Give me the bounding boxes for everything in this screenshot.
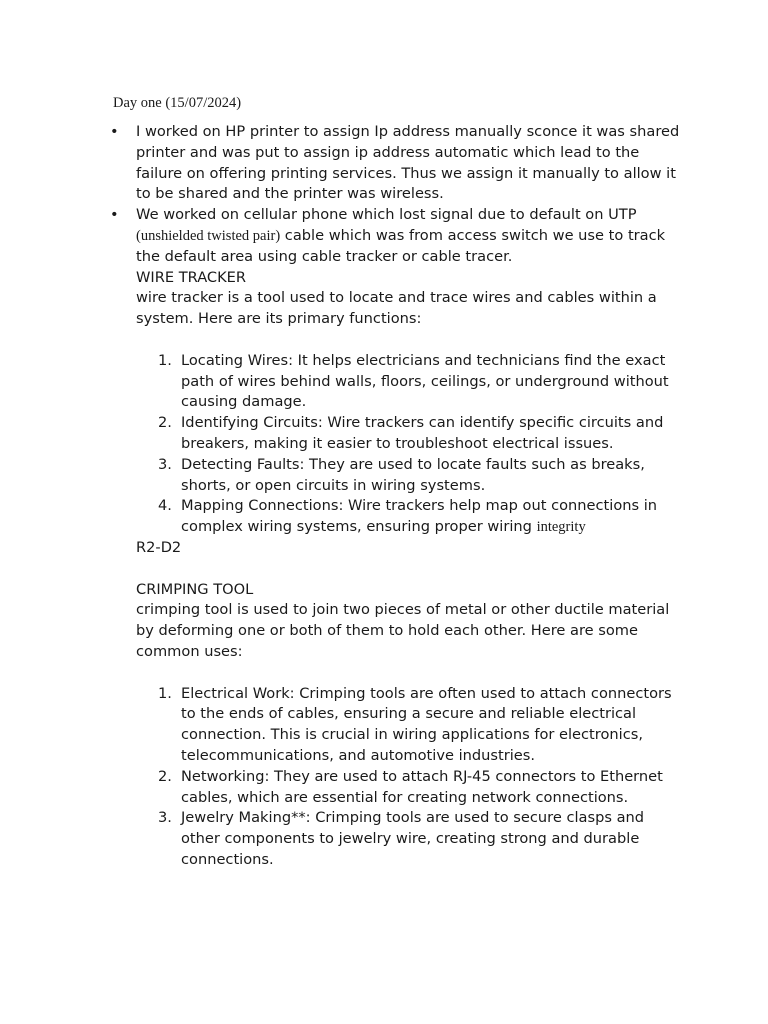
r2d2-text: R2-D2 [136, 538, 182, 556]
crimping-tool-intro: crimping tool is used to join two pieces of metal or other ductile material by deforming one or both of them to hold each other. Here are some common uses: [136, 601, 670, 660]
spacer [136, 330, 681, 351]
crimping-tool-list [136, 684, 681, 871]
list-item [136, 455, 681, 497]
list-number: 2. [158, 414, 172, 432]
bullet-text: cable which was from access switch we use to track the default area using cable tracker or cable tracer. [136, 226, 666, 265]
list-number: 3. [158, 455, 172, 473]
list-item-text: Identifying Circuits: Wire trackers can identify specific circuits and breakers, making it easier to troubleshoot electrical issues. [181, 414, 664, 452]
list-number: 3. [158, 809, 172, 827]
bullet-item-cellular [0, 205, 681, 871]
list-item [136, 684, 681, 767]
list-item [136, 413, 681, 455]
bullet-item-printer [0, 122, 681, 205]
spacer [136, 559, 681, 580]
list-item-text: Electrical Work: Crimping tools are often used to attach connectors to the ends of cables, ensuring a secure and reliable electrical connection. This is crucial in wiring applications for electronics, telecommunications, and automotive industries. [181, 684, 672, 764]
list-item [136, 808, 681, 870]
spacer [136, 663, 681, 684]
list-number: 1. [158, 351, 172, 369]
bullet-text: I worked on HP printer to assign Ip address manually sconce it was shared printer and was put to assign ip address automatic which lead to the failure on offering printing services. Thus we assign it manually to allow it to be shared and the printer was wireless. [136, 123, 680, 203]
wire-tracker-list [136, 351, 681, 538]
list-item-text: Networking: They are used to attach RJ-45 connectors to Ethernet cables, which are essential for creating network connections. [181, 767, 663, 806]
list-item-text: Detecting Faults: They are used to locate faults such as breaks, shorts, or open circuits in wiring systems. [181, 455, 645, 494]
wire-tracker-title: WIRE TRACKER [136, 268, 247, 286]
list-item [136, 496, 681, 538]
list-item-text-serif: integrity [536, 519, 586, 536]
bullet-text-serif: (unshielded twisted pair) [136, 227, 281, 244]
wire-tracker-intro: wire tracker is a tool used to locate and trace wires and cables within a system. Here are its primary functions: [136, 289, 657, 328]
bullet-list [0, 122, 768, 871]
date-heading: Day one (15/07/2024) [113, 95, 242, 111]
bullet-dot: • [110, 123, 119, 140]
bullet-text: We worked on cellular phone which lost signal due to default on UTP [136, 206, 637, 224]
list-item-text: Locating Wires: It helps electricians and technicians find the exact path of wires behind walls, floors, ceilings, or underground without causing damage. [181, 351, 669, 411]
bullet-dot: • [110, 206, 119, 224]
list-number: 4. [158, 497, 172, 515]
list-item-text: Mapping Connections: Wire trackers help map out connections in complex wiring systems, ensuring proper wiring [181, 497, 658, 536]
list-item-text: Jewelry Making**: Crimping tools are used to secure clasps and other components to jewelry wire, creating strong and durable connections. [181, 809, 645, 868]
list-item [136, 767, 681, 809]
list-item [136, 351, 681, 413]
list-number: 1. [158, 684, 172, 702]
list-number: 2. [158, 767, 172, 785]
crimping-tool-title: CRIMPING TOOL [136, 580, 254, 598]
